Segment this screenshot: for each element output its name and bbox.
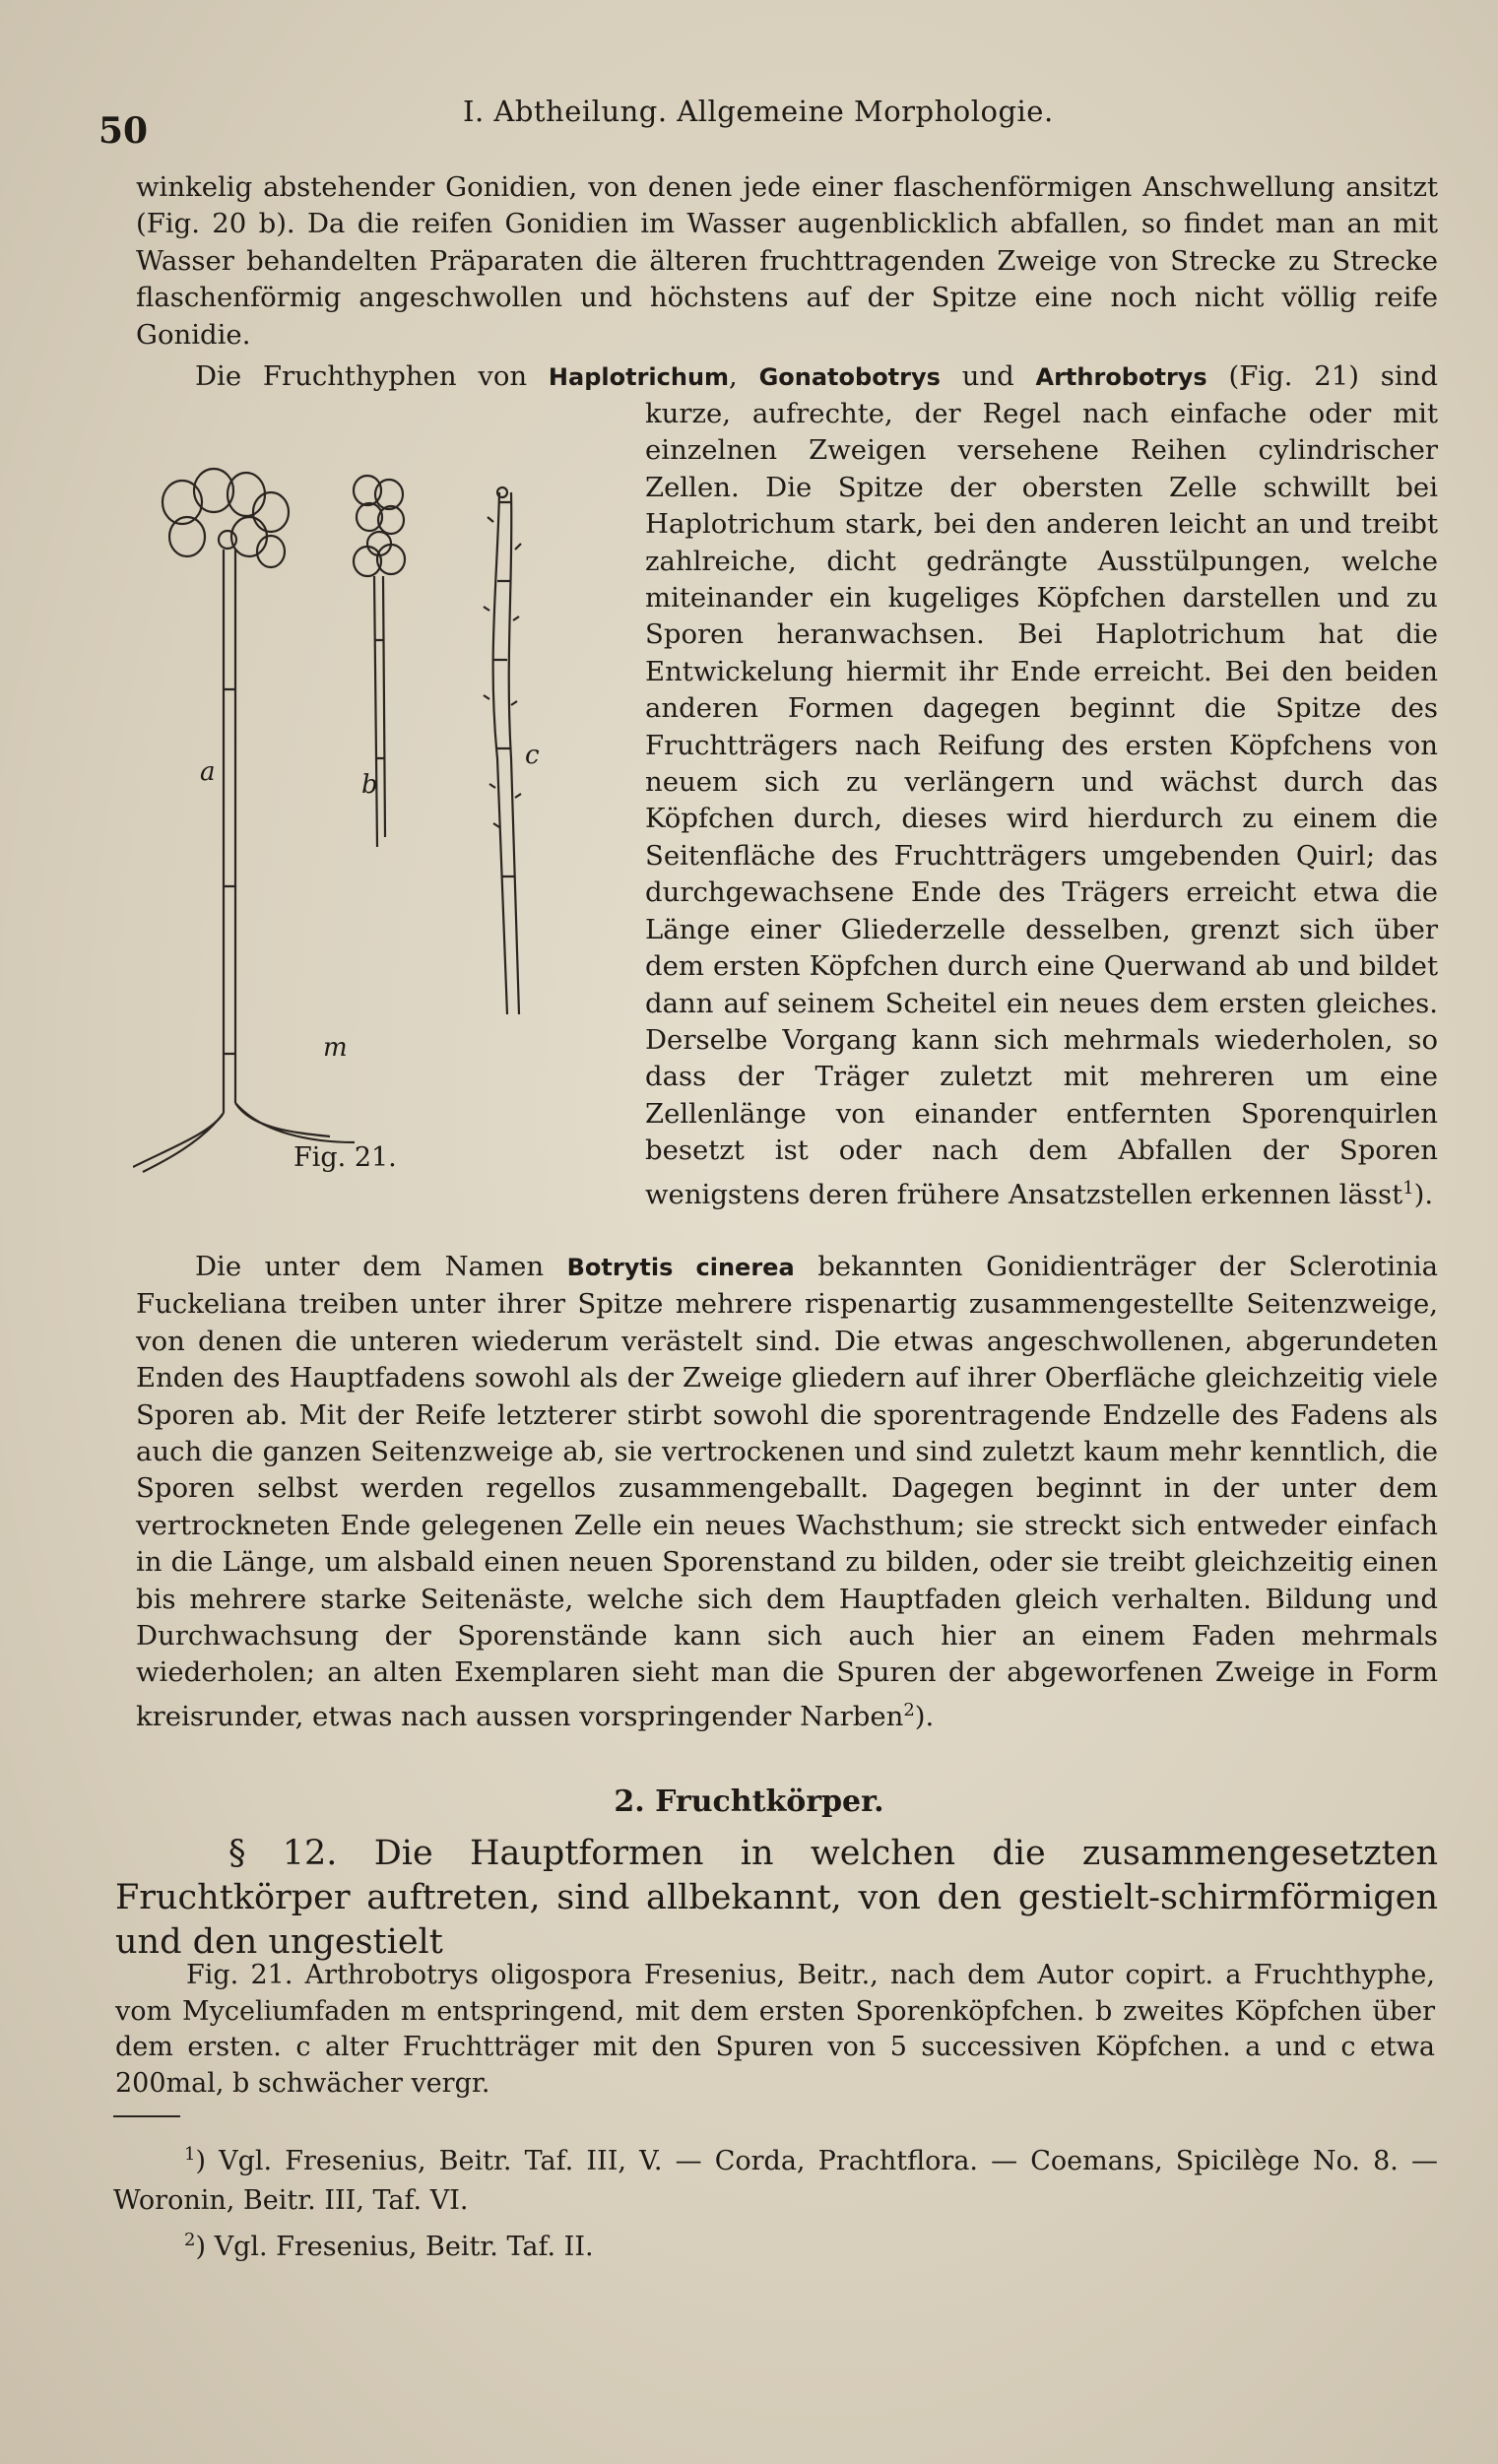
footnote-text-2: Vgl. Fresenius, Beitr. Taf. II. (214, 2232, 594, 2262)
botrytis-paragraph (136, 1249, 1438, 1735)
figure-letter-m: m (323, 1033, 348, 1063)
fruchthyphen-body: kurze, aufrechte, der Regel nach einfache oder mit einzelnen Zweigen versehene Reihen cylindrischer Zellen. Die Spitze der obersten Zelle schwillt bei Haplotrichum stark, bei den anderen leicht an und treibt zahlreiche, dicht gedrängte Ausstülpungen, welche miteinander ein kugeliges Köpfchen darstellen und zu Sporen heranwachsen. Bei Haplotrichum hat die Entwickelung hiermit ihr Ende erreicht. Bei den beiden anderen Formen dagegen beginnt die Spitze des Fruchtträgers nach Reifung des ersten Köpfchens von neuem sich zu verlängern und wächst durch das Köpfchen durch, dieses wird hierdurch zu einem die Seitenfläche des Fruchtträgers umgebenden Quirl; das durchgewachsene Ende des Trägers erreicht etwa die Länge einer Gliederzelle desselben, grenzt sich über dem ersten Köpfchen durch eine Querwand ab und bildet dann auf seinem Scheitel ein neues dem ersten gleiches. Derselbe Vorgang kann sich mehrmals wiederholen, so dass der Träger zuletzt mit mehreren um eine Zellenlänge von einander entfernten Sporenquirlen besetzt ist oder nach dem Abfallen der Sporen wenigstens deren frühere Ansatzstellen erkennen lässt (645, 398, 1438, 1210)
section-12-paragraph (115, 1832, 1438, 1965)
fruchthyphe-a (224, 550, 235, 1113)
intro-text: winkelig abstehender Gonidien, von denen jede einer flaschenförmigen Anschwellung ansitzt (Fig. 20 b). Da die reifen Gonidien im Wasser augenblicklich abfallen, so findet man an mit Wasser behandelten Präparaten die älteren fruchttragenden Zweige von Strecke zu Strecke flaschenförmig angeschwollen und höchstens auf der Spitze eine noch nicht völlig reife Gonidie. (136, 171, 1438, 351)
genus-gonatobotrys: Gonatobotrys (758, 363, 941, 391)
running-title: I. Abtheilung. Allgemeine Morphologie. (463, 95, 1054, 128)
botrytis-name: Botrytis cinerea (566, 1254, 795, 1281)
conjunction: und (961, 360, 1014, 392)
figure-letter-b: b (361, 770, 378, 800)
sentence-end-2: ). (914, 1701, 935, 1733)
caption-text: Arthrobotrys oligospora Fresenius, Beitr., nach dem Autor copirt. a Fruchthyphe, vom Myceliumfaden m entspringend, mit dem ersten Sporenköpfchen. b zweites Köpfchen über dem ersten. c alter Fruchtträger mit den Spuren von 5 successiven Köpfchen. a und c etwa 200mal, b schwächer vergr. (115, 1960, 1435, 2099)
fruchthyphen-lead-end: (Fig. 21) sind (1228, 360, 1438, 392)
fruchthyphen-column (645, 396, 1438, 1213)
page-number: 50 (98, 110, 149, 152)
footnote-ref-2: 2 (903, 1699, 915, 1720)
footnote-ref-1: 1 (1402, 1177, 1414, 1199)
figure-label: Fig. 21. (293, 1142, 397, 1173)
figure-letter-c: c (525, 741, 540, 770)
fruchthyphen-first-line (136, 358, 1438, 396)
genus-haplotrichum: Haplotrichum (548, 363, 730, 391)
intro-paragraph (136, 169, 1438, 354)
caption-label: Fig. 21. (186, 1960, 293, 1990)
footnote-1: $^1$) Vgl. Fresenius, Beitr. Taf. III, V. — Corda, Prachtflora. — Coemans, Spicilège No. 8. — Woronin, Beitr. III, Taf. VI. (113, 2144, 1438, 2216)
footnotes (113, 2135, 1438, 2267)
botrytis-lead: Die unter dem Namen (195, 1251, 545, 1282)
fruchthyphe-b (374, 576, 385, 847)
footnote-rule (113, 2115, 180, 2117)
zweites-koepfchen-b (354, 476, 405, 576)
figure-letter-a: a (200, 757, 216, 787)
fruchthyphen-lead: Die Fruchthyphen von (195, 360, 528, 392)
section-12-text: § 12. Die Hauptformen in welchen die zusammengesetzten Fruchtkörper auftreten, sind allbekannt, von den gestielt-schirmförmigen und den ungestielt (115, 1834, 1438, 1962)
sentence-end: ). (1413, 1178, 1434, 1210)
genus-arthrobotrys: Arthrobotrys (1035, 363, 1207, 391)
fruchttraeger-c (493, 492, 519, 1014)
section-title: 2. Fruchtkörper. (614, 1784, 884, 1819)
figure-21-drawing (133, 463, 640, 1221)
footnote-2: $^2$) Vgl. Fresenius, Beitr. Taf. II. (184, 2230, 594, 2262)
footnote-number-1: 1 (184, 2144, 196, 2165)
footnote-text-1: Vgl. Fresenius, Beitr. Taf. III, V. — Corda, Prachtflora. — Coemans, Spicilège No. 8. — Woronin, Beitr. III, Taf. VI. (113, 2146, 1438, 2216)
footnote-number-2: 2 (184, 2230, 196, 2250)
comma: , (729, 360, 738, 392)
sporenkoepfchen-a (163, 469, 289, 567)
botrytis-body: bekannten Gonidienträger der Sclerotinia Fuckeliana treiben unter ihrer Spitze mehrere rispenartig zusammengestellte Seitenzweige, von denen die unteren wiederum verästelt sind. Die etwas angeschwollenen, abgerundeten Enden des Hauptfadens sowohl als der Zweige gliedern auf ihrer Oberfläche gleichzeitig viele Sporen ab. Mit der Reife letzterer stirbt sowohl die sporentragende Endzelle des Fadens als auch die ganzen Seitenzweige ab, sie vertrockenen und sind zuletzt kaum mehr kenntlich, die Sporen selbst werden regellos zusammengeballt. Dagegen beginnt in der unter dem vertrockneten Ende gelegenen Zelle ein neues Wachsthum; sie streckt sich entweder einfach in die Länge, um alsbald einen neuen Sporenstand zu bilden, oder sie treibt gleichzeitig einen bis mehrere starke Seitenäste, welche sich dem Hauptfaden gleich verhalten. Bildung und Durchwachsung der Sporenstände kann sich auch hier an einem Faden mehrmals wiederholen; an alten Exemplaren sieht man die Spuren der abgeworfenen Zweige in Form kreisrunder, etwas nach aussen vorspringender Narben (136, 1251, 1439, 1733)
figure-caption (115, 1958, 1435, 2102)
